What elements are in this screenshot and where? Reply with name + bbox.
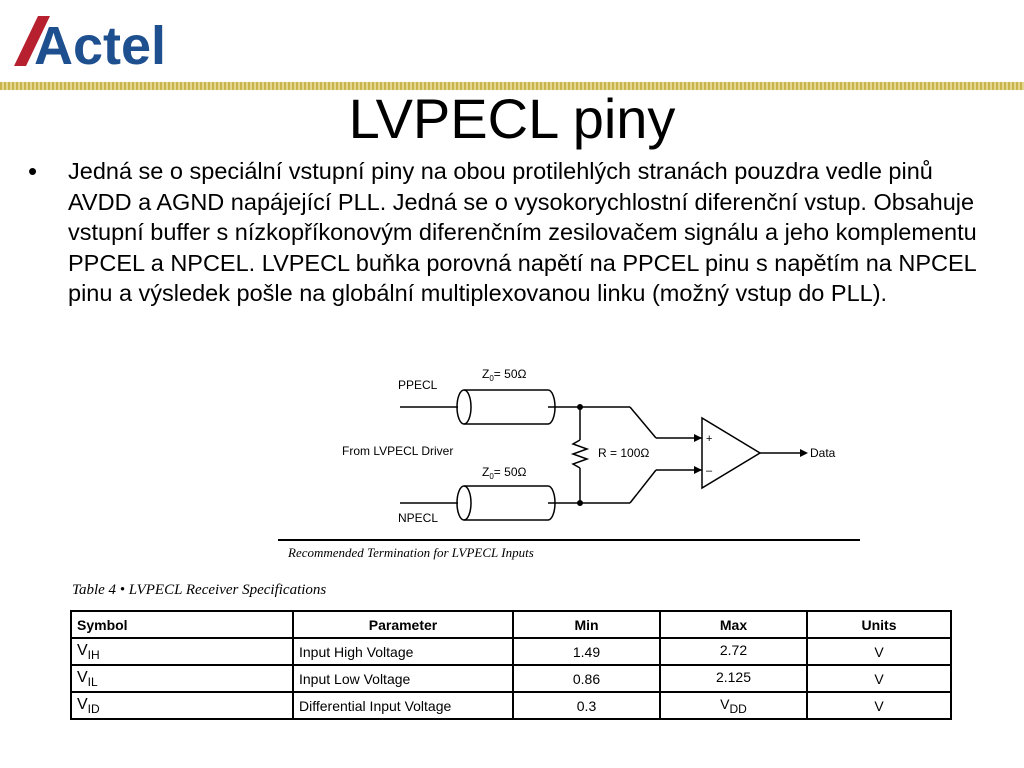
cell-parameter: Input Low Voltage xyxy=(293,665,513,692)
cell-units: V xyxy=(807,638,951,665)
cell-parameter: Input High Voltage xyxy=(293,638,513,665)
npecl-label: NPECL xyxy=(398,511,439,525)
cell-parameter: Differential Input Voltage xyxy=(293,692,513,719)
cell-max: 2.125 xyxy=(660,665,807,692)
diagram-caption: Recommended Termination for LVPECL Inputs xyxy=(288,545,534,560)
cell-units: V xyxy=(807,665,951,692)
cell-symbol: VIH xyxy=(71,638,293,665)
cell-min: 0.86 xyxy=(513,665,660,692)
cell-min: 1.49 xyxy=(513,638,660,665)
actel-logo xyxy=(12,12,184,70)
header-units: Units xyxy=(807,611,951,638)
cell-max: VDD xyxy=(660,692,807,719)
table-title: Table 4 • LVPECL Receiver Specifications xyxy=(72,582,327,598)
z0-label-bottom: $Z_0= 50\Omega$ xyxy=(482,465,527,481)
table-row xyxy=(71,638,951,665)
cell-symbol: VID xyxy=(71,692,293,719)
bullet-item xyxy=(28,156,998,309)
z0-label-top: $Z_0= 50\Omega$ xyxy=(482,367,527,383)
cell-symbol: VIL xyxy=(71,665,293,692)
header-symbol: Symbol xyxy=(71,611,293,638)
resistor-label: R = 100Ω xyxy=(598,446,650,460)
cell-units: V xyxy=(807,692,951,719)
driver-label: From LVPECL Driver xyxy=(342,444,454,458)
spec-table xyxy=(70,610,952,720)
plus-label: + xyxy=(706,433,713,445)
minus-label: – xyxy=(706,465,713,477)
header-parameter: Parameter xyxy=(293,611,513,638)
bullet-text: Jedná se o speciální vstupní piny na obou protilehlých stranách pouzdra vedle pinů AVDD a AGND napájející PLL. Jedná se o vysokorychlostní diferenční vstup. Obsahuje vstupní buffer s nízkopříkonovým diferenčním zesilovačem signálu a jeho komplementu PPCEL a NPCEL. LVPECL buňka porovná napětí na PPCEL pinu s napětím na NPCEL pinu a výsledek pošle na globální multiplexovanou linku (možný vstup do PLL). xyxy=(68,158,977,306)
ppecl-label: PPECL xyxy=(398,378,438,392)
slide-title: LVPECL piny xyxy=(348,87,676,150)
cell-max: 2.72 xyxy=(660,638,807,665)
table-header-row xyxy=(71,611,951,638)
header-max: Max xyxy=(660,611,807,638)
header-min: Min xyxy=(513,611,660,638)
table-row xyxy=(71,692,951,719)
termination-diagram xyxy=(330,360,850,530)
bullet-marker: • xyxy=(28,156,38,186)
table-row xyxy=(71,665,951,692)
cell-min: 0.3 xyxy=(513,692,660,719)
data-output-label: Data xyxy=(810,446,836,460)
caption-rule xyxy=(278,539,860,541)
svg-text:Actel: Actel xyxy=(34,16,167,70)
